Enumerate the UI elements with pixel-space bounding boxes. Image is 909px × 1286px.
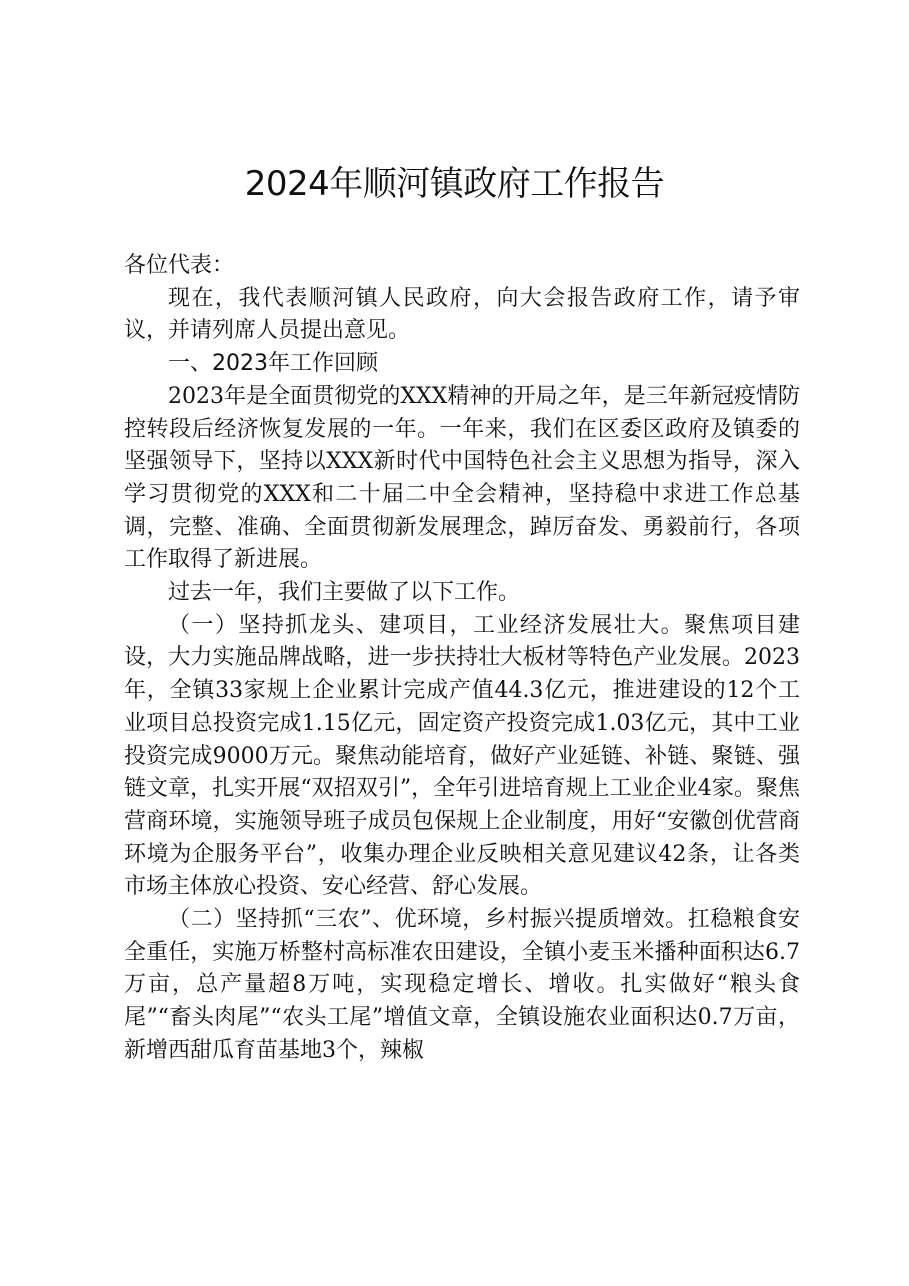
paragraph-review: 2023年是全面贯彻党的XXX精神的开局之年，是三年新冠疫情防控转段后经济恢复发展的一年。一年来，我们在区委区政府及镇委的坚强领导下，坚持以XXX新时代中国特色社会主义思想为指导，深入学习贯彻党的XXX和二十届二中全会精神，坚持稳中求进工作总基调，完整、准确、全面贯彻新发展理念，踔厉奋发、勇毅前行，各项工作取得了新进展。 [124,383,800,573]
section-heading: 一、2023年工作回顾 [168,351,378,377]
paragraph-industry: （一）坚持抓龙头、建项目，工业经济发展壮大。聚焦项目建设，大力实施品牌战略，进一步扶持壮大板材等特色产业发展。2023年，全镇33家规上企业累计完成产值44.3亿元，推进建设的12个工业项目总投资完成1.15亿元，固定资产投资完成1.03亿元，其中工业投资完成9000万元。聚焦动能培育，做好产业延链、补链、聚链、强链文章，扎实开展“双招双引”，全年引进培育规上工业企业4家。聚焦营商环境，实施领导班子成员包保规上企业制度，用好“安徽创优营商环境为企服务平台”，收集办理企业反映相关意见建议42条，让各类市场主体放心投资、安心经营、舒心发展。 [124,612,800,900]
paragraph-summary: 过去一年，我们主要做了以下工作。 [168,580,521,606]
paragraph-intro: 现在，我代表顺河镇人民政府，向大会报告政府工作，请予审议，并请列席人员提出意见。 [124,285,800,344]
document-body [124,250,800,1068]
page-title: 2024年顺河镇政府工作报告 [244,164,665,204]
paragraph-agriculture: （二）坚持抓“三农”、优环境，乡村振兴提质增效。扛稳粮食安全重任，实施万桥整村高标准农田建设，全镇小麦玉米播种面积达6.7万亩，总产量超8万吨，实现稳定增长、增收。扎实做好“粮头食尾”“畜头肉尾”“农头工尾”增值文章，全镇设施农业面积达0.7万亩，新增西甜瓜育苗基地3个，辣椒 [124,907,800,1063]
salutation: 各位代表： [124,253,235,278]
